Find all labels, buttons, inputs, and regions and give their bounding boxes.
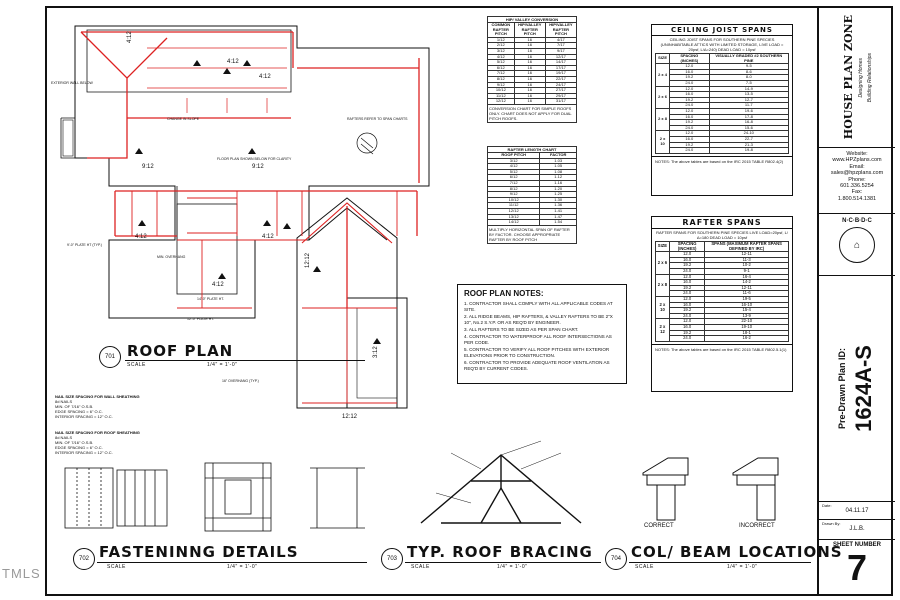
table-cell: 13-5 [709,92,788,98]
table-cell: 12-11 [705,252,789,258]
table-cell: 1.54 [540,220,577,226]
rafter-length-note: MULTIPLY HORIZONTAL SPAN OF RAFTER BY FACTOR. CHOOSE APPROPRIATE RAFTER BY ROOF PITCH [487,226,577,244]
table-cell: 12-11 [705,285,789,291]
brand-name: HOUSE PLAN ZONE [841,15,855,140]
callout-plate-ht3: 12'-0" PLATE HT. [187,317,214,321]
pitch-label: 3:12 [373,346,379,358]
roof-note-item: 2. ALL RIDGE BEAMS, HIP RAFTERS, & VALLEY RAFTERS TO BE 2"X 10", No.2 S.Y.P. OR AS REQ'D BY ENGINEER. [464,314,613,325]
table-cell: 12/12 [488,99,515,105]
table-cell: 19-6 [709,108,788,114]
table-cell: 16 [514,60,545,66]
incorrect-label: INCORRECT [739,523,775,529]
wall-sheathing-title: NAIL SIZE SPACING FOR WALL SHEATHING [55,394,140,399]
plan-id-block [819,276,895,502]
ceiling-joist-title: CEILING JOIST SPANS [652,25,792,36]
table-cell: 9-5 [709,64,788,70]
table-cell: 4/17 [545,37,576,43]
roof-notes-panel [457,284,627,384]
bracing-title: TYP. ROOF BRACING [407,543,593,561]
fastening-detail-drawing [55,458,375,538]
beam-scale-label: SCALE [635,564,654,570]
rafter-spans-table [655,241,789,342]
column-header: SPACING (INCHES) [669,242,704,252]
table-cell: 16.0 [670,69,710,75]
roof-sheathing-line: 8d NAILS [55,435,73,440]
table-cell: 8-0 [709,75,788,81]
brand-logo [819,8,895,148]
table-cell: 19-5 [705,296,789,302]
drawn-by-value: J.L.B. [849,526,865,532]
table-cell: 1.05 [540,164,577,170]
size-cell: 2 x 4 [656,64,670,86]
table-cell: 1/12 [488,37,515,43]
bracing-scale-label: SCALE [411,564,430,570]
table-cell: 19.2 [670,120,710,126]
size-cell: 2 x 8 [656,274,670,296]
table-row [488,220,577,226]
table-cell: 24.0 [670,80,710,86]
table-cell: 1.30 [540,197,577,203]
table-cell: 10/12 [488,197,540,203]
roof-note-item: 3. ALL RAFTERS TO BE SIZED AS PER SPAN CHART. [464,327,579,332]
pitch-label: 4:12 [135,234,147,240]
table-row [656,148,789,154]
table-cell: 16-4 [705,274,789,280]
hip-valley-table [487,22,577,105]
roof-note-item: 1. CONTRACTOR SHALL COMPLY WITH ALL APPLICABLE CODES AT SITE. [464,301,613,312]
table-cell: 24.0 [670,148,710,154]
table-cell: 7/12 [488,71,515,77]
website-label: Website: [846,151,868,157]
callout-plate-ht: 9'-0" PLATE HT (TYP.) [67,243,102,247]
size-cell: 2 x 10 [656,131,670,153]
table-cell: 16.0 [670,92,710,98]
column-header: COMMON RAFTER PITCH [488,23,515,38]
pitch-label: 9:12 [142,164,154,170]
table-cell: 16 [514,99,545,105]
table-cell: 22/17 [545,76,576,82]
roof-sheathing-line: MIN. OF 7/16" O.S.B. [55,440,94,445]
column-header: SPACING (INCHES) [670,54,710,64]
table-cell: 14-9 [709,86,788,92]
column-header: VISUALLY GRADED #2 SOUTHERN PINE [709,54,788,64]
roof-sheathing-box [55,430,157,455]
rafter-length-table [487,152,577,226]
table-cell: 6/12 [488,175,540,181]
sheet-number: 7 [846,547,868,588]
table-cell: 9/12 [488,82,515,88]
table-cell: 5/12 [488,169,540,175]
beam-title: COL/ BEAM LOCATIONS [631,543,843,561]
ceiling-joist-note: The above tables are based on the IRC 2015 TABLE R802.4(2) [670,158,784,164]
roof-sheathing-line: INTERIOR SPACING = 12" O.C. [55,450,113,455]
roof-plan-scale-label: SCALE [127,362,146,368]
table-cell: 8/12 [488,186,540,192]
pitch-label: 9:12 [252,164,264,170]
table-cell: 19.2 [670,142,710,148]
ncbdc-badge [819,214,895,276]
column-header: HIP/VALLEY RAFTER PITCH [514,23,545,38]
table-cell: 16 [514,48,545,54]
table-cell: 12.0 [670,64,710,70]
table-cell: 16-2 [705,336,789,342]
fastening-scale-label: SCALE [107,564,126,570]
roof-note-item: 6. CONTRACTOR TO PROVIDE ADEQUATE ROOF VENTILATION AS REQ'D BY CURRENT CODES. [464,360,610,371]
table-cell: 11-3 [705,257,789,263]
website-link[interactable]: www.HPZplans.com [832,157,882,164]
table-cell: 1.12 [540,175,577,181]
callout-floor-plan: FLOOR PLAN SHOWN BELOW FOR CLARITY [217,157,292,161]
table-cell: 1.41 [540,208,577,214]
size-cell: 2 x 6 [656,86,670,108]
column-header: SIZE [656,242,670,252]
note-label: NOTES: [655,158,670,164]
table-cell: 12.0 [669,252,704,258]
table-cell: 17/17 [545,65,576,71]
table-cell: 31/17 [545,99,576,105]
table-cell: 16 [514,54,545,60]
table-cell: 19.2 [669,330,704,336]
table-cell: 7-5 [709,80,788,86]
wall-sheathing-line: EDGE SPACING = 6" O.C. [55,409,103,414]
table-row [656,336,789,342]
table-cell: 11/12 [488,93,515,99]
table-cell: 17-8 [709,114,788,120]
pitch-label: 4:12 [212,282,224,288]
email-link[interactable]: sales@hpzplans.com [830,170,884,177]
plan-id: 1624A-S [851,345,876,432]
wall-sheathing-line: 8d NAILS [55,399,73,404]
rafter-length-title: RAFTER LENGTH CHART [487,146,577,152]
table-cell: 11-7 [709,103,788,109]
table-cell: 19.2 [669,308,704,314]
pitch-label: 12:12 [305,252,311,268]
table-cell: 10/12 [488,88,515,94]
note-label: NOTES: [655,346,670,352]
roof-note-item: 5. CONTRACTOR TO VERIFY ALL ROOF PITCHES WITH EXTERIOR ELEVATIONS PRIOR TO CONSTRUCTION. [464,347,610,358]
beam-tag: 704 [605,548,627,570]
sheet-number-label: SHEET NUMBER [832,542,881,548]
rafter-spans-panel [651,216,793,392]
table-cell: 19-10 [705,324,789,330]
beam-location-drawing [633,453,793,528]
table-cell: 24-10 [709,131,788,137]
title-block [817,8,893,594]
table-cell: 24.0 [669,268,704,274]
roof-note-item: 4. CONTRACTOR TO WATERPROOF ALL ROOF INTERSECTIONS AS PER CODE. [464,334,612,345]
fastening-tag: 702 [73,548,95,570]
table-cell: 16.0 [669,302,704,308]
table-cell: 6/12 [488,65,515,71]
bracing-tag: 703 [381,548,403,570]
phone-number: 601.336.5254 [840,183,874,190]
table-cell: 14-2 [705,280,789,286]
table-cell: 12.0 [669,319,704,325]
table-cell: 22-10 [705,319,789,325]
rafter-spans-note: The above tables are based on the IRC 2015 TABLE R802.5.1(1) [670,346,787,352]
table-cell: 19.2 [670,97,710,103]
table-cell: 7/12 [488,180,540,186]
rafter-spans-title: RAFTER SPANS [652,217,792,229]
table-cell: 24/17 [545,82,576,88]
rafter-length-chart [487,146,577,244]
column-header: SIZE [656,54,670,64]
fastening-title: FASTENINNG DETAILS [99,543,299,561]
table-cell: 19.2 [670,75,710,81]
table-cell: 24.0 [669,336,704,342]
wall-sheathing-line: MIN. OF 7/16" O.S.B. [55,404,94,409]
roof-sheathing-line: EDGE SPACING = 6" O.C. [55,445,103,450]
table-cell: 12.0 [670,108,710,114]
watermark: TMLS [2,566,41,581]
column-header: HIP/VALLEY RAFTER PITCH [545,23,576,38]
ceiling-joist-subtitle: CEILING JOIST SPANS FOR SOUTHERN PINE SPECIES (UNINHABITABLE ATTICS WITH LIMITED STORAGE, LIVE LOAD = 20psf, L/Δ=240) DEAD LOAD = 10psf [660,37,784,52]
table-cell: 16 [514,37,545,43]
table-cell: 22-7 [709,136,788,142]
table-cell: 16.0 [669,280,704,286]
table-cell: 24.0 [669,313,704,319]
pitch-label: 4:12 [227,59,239,65]
table-cell: 16 [514,43,545,49]
table-cell: 12.0 [669,296,704,302]
table-cell: 18-1 [705,330,789,336]
table-cell: 1.03 [540,158,577,164]
ncbdc-seal-icon: ⌂ [839,227,875,263]
table-cell: 16 [514,65,545,71]
table-cell: 2/12 [488,43,515,49]
beam-scale-value: 1/4" = 1'-0" [727,564,758,570]
table-cell: 21-3 [709,142,788,148]
table-cell: 11-6 [705,291,789,297]
callout-overhang: 16" OVERHANG (TYP.) [222,379,259,383]
table-cell: 24.0 [669,291,704,297]
table-cell: 16 [514,76,545,82]
drawn-by-cell [819,520,895,540]
table-cell: 24.0 [670,103,710,109]
roof-plan-title: ROOF PLAN [127,342,234,360]
column-header: SPANS (MAXIMUM RAFTER SPANS DEFINED BY IRC) [705,242,789,252]
fax-number: 1.800.514.1381 [837,195,877,202]
size-cell: 2 x 12 [656,319,670,341]
table-cell: 12/17 [545,54,576,60]
date-label: Date: [822,503,832,508]
table-cell: 13/12 [488,214,540,220]
column-header: ROOF PITCH [488,153,540,159]
table-cell: 12.0 [670,86,710,92]
table-cell: 16 [514,93,545,99]
hip-valley-note: CONVERSION CHART FOR SIMPLE ROOFS ONLY. CHART DOES NOT APPLY FOR DUAL PITCH ROOFS. [487,105,577,123]
contact-info [819,148,895,214]
table-cell: 16.0 [670,136,710,142]
table-cell: 9-1 [705,268,789,274]
sheet-number-cell [819,540,895,594]
fastening-scale-value: 1/4" = 1'-0" [227,564,258,570]
roof-notes-title: ROOF PLAN NOTES: [464,289,544,298]
phone-label: Phone: [848,176,866,183]
roof-plan-scale-value: 1/4" = 1'-0" [207,362,238,368]
plan-id-label: Pre-Drawn Plan ID: [837,347,847,430]
roof-sheathing-title: NAIL SIZE SPACING FOR ROOF SHEATHING [55,430,140,435]
table-cell: 16.0 [670,114,710,120]
roof-bracing-drawing [411,433,591,543]
table-cell: 3/12 [488,158,540,164]
table-cell: 1.08 [540,169,577,175]
drawn-by-label: Drawn By: [822,521,841,526]
wall-sheathing-box [55,394,157,419]
table-cell: 16 [514,88,545,94]
pitch-label: 4:12 [262,234,274,240]
brand-tagline: Building Relationships [866,52,873,103]
table-cell: 14/17 [545,60,576,66]
pitch-label: 12:12 [342,414,358,420]
callout-min-overhang: MIN. OVERHANG [157,255,186,259]
drawing-sheet [45,6,893,596]
pitch-label: 4:12 [127,31,133,43]
ceiling-joist-panel [651,24,793,196]
table-cell: 12/12 [488,208,540,214]
bracing-scale-value: 1/4" = 1'-0" [497,564,528,570]
wall-sheathing-line: INTERIOR SPACING = 12" O.C. [55,414,113,419]
table-cell: 9/17 [545,48,576,54]
table-cell: 19.2 [669,263,704,269]
table-cell: 1.36 [540,203,577,209]
hip-valley-title: HIP/ VALLEY CONVERSION [487,16,577,22]
size-cell: 2 x 6 [656,252,670,274]
table-cell: 16 [514,82,545,88]
table-cell: 12-7 [709,97,788,103]
rafter-spans-subtitle: RAFTER SPANS FOR SOUTHERN PINE SPECIES LIVE LOAD=20psf, L/Δ=180 DEAD LOAD = 10psf [656,230,788,240]
table-cell: 8-6 [709,69,788,75]
table-cell: 15-4 [705,308,789,314]
table-cell: 8/12 [488,76,515,82]
table-cell: 12.0 [670,131,710,137]
table-cell: 4/12 [488,164,540,170]
table-cell: 1.47 [540,214,577,220]
roof-plan-tag: 701 [99,346,121,368]
brand-tagline: Designing Homes [857,57,864,98]
table-cell: 19.2 [669,285,704,291]
table-cell: 5/12 [488,60,515,66]
table-cell: 3/12 [488,48,515,54]
table-cell: 13-9 [705,313,789,319]
table-cell: 19/17 [545,71,576,77]
pitch-label: 4:12 [259,74,271,80]
correct-label: CORRECT [644,523,674,529]
table-cell: 16-8 [709,120,788,126]
email-label: Email: [849,163,865,170]
table-cell: 16 [514,71,545,77]
callout-rafters: RAFTERS REFER TO SPAN CHARTS [347,117,408,121]
table-cell: 10-2 [705,263,789,269]
table-cell: 29/17 [545,93,576,99]
size-cell: 2 x 10 [656,296,670,318]
table-cell: 1.16 [540,180,577,186]
table-cell: 11/12 [488,203,540,209]
table-cell: 7/17 [545,43,576,49]
table-cell: 9/12 [488,192,540,198]
table-row [488,99,577,105]
table-cell: 16-10 [705,302,789,308]
date-cell [819,502,895,520]
size-cell: 2 x 8 [656,108,670,130]
table-cell: 14/12 [488,220,540,226]
date-value: 04.11.17 [845,508,869,514]
hip-valley-chart [487,16,577,123]
table-cell: 16.0 [669,324,704,330]
table-cell: 12.0 [669,274,704,280]
ceiling-joist-table [655,53,789,154]
column-header: FACTOR [540,153,577,159]
table-cell: 16.0 [669,257,704,263]
table-cell: 27/17 [545,88,576,94]
callout-plate-ht2: 14'-0" PLATE HT. [197,297,224,301]
callout-change-slope: CHANGE IN SLOPE [167,117,200,121]
table-cell: 4/12 [488,54,515,60]
table-cell: 1.20 [540,186,577,192]
table-cell: 24.0 [670,125,710,131]
ncbdc-label: N·C·B·D·C [842,218,872,224]
table-cell: 1.25 [540,192,577,198]
table-cell: 15-6 [709,125,788,131]
table-cell: 19-8 [709,148,788,154]
fax-label: Fax: [851,189,863,196]
callout-exterior-wall: EXTERIOR WALL BELOW [51,81,93,85]
